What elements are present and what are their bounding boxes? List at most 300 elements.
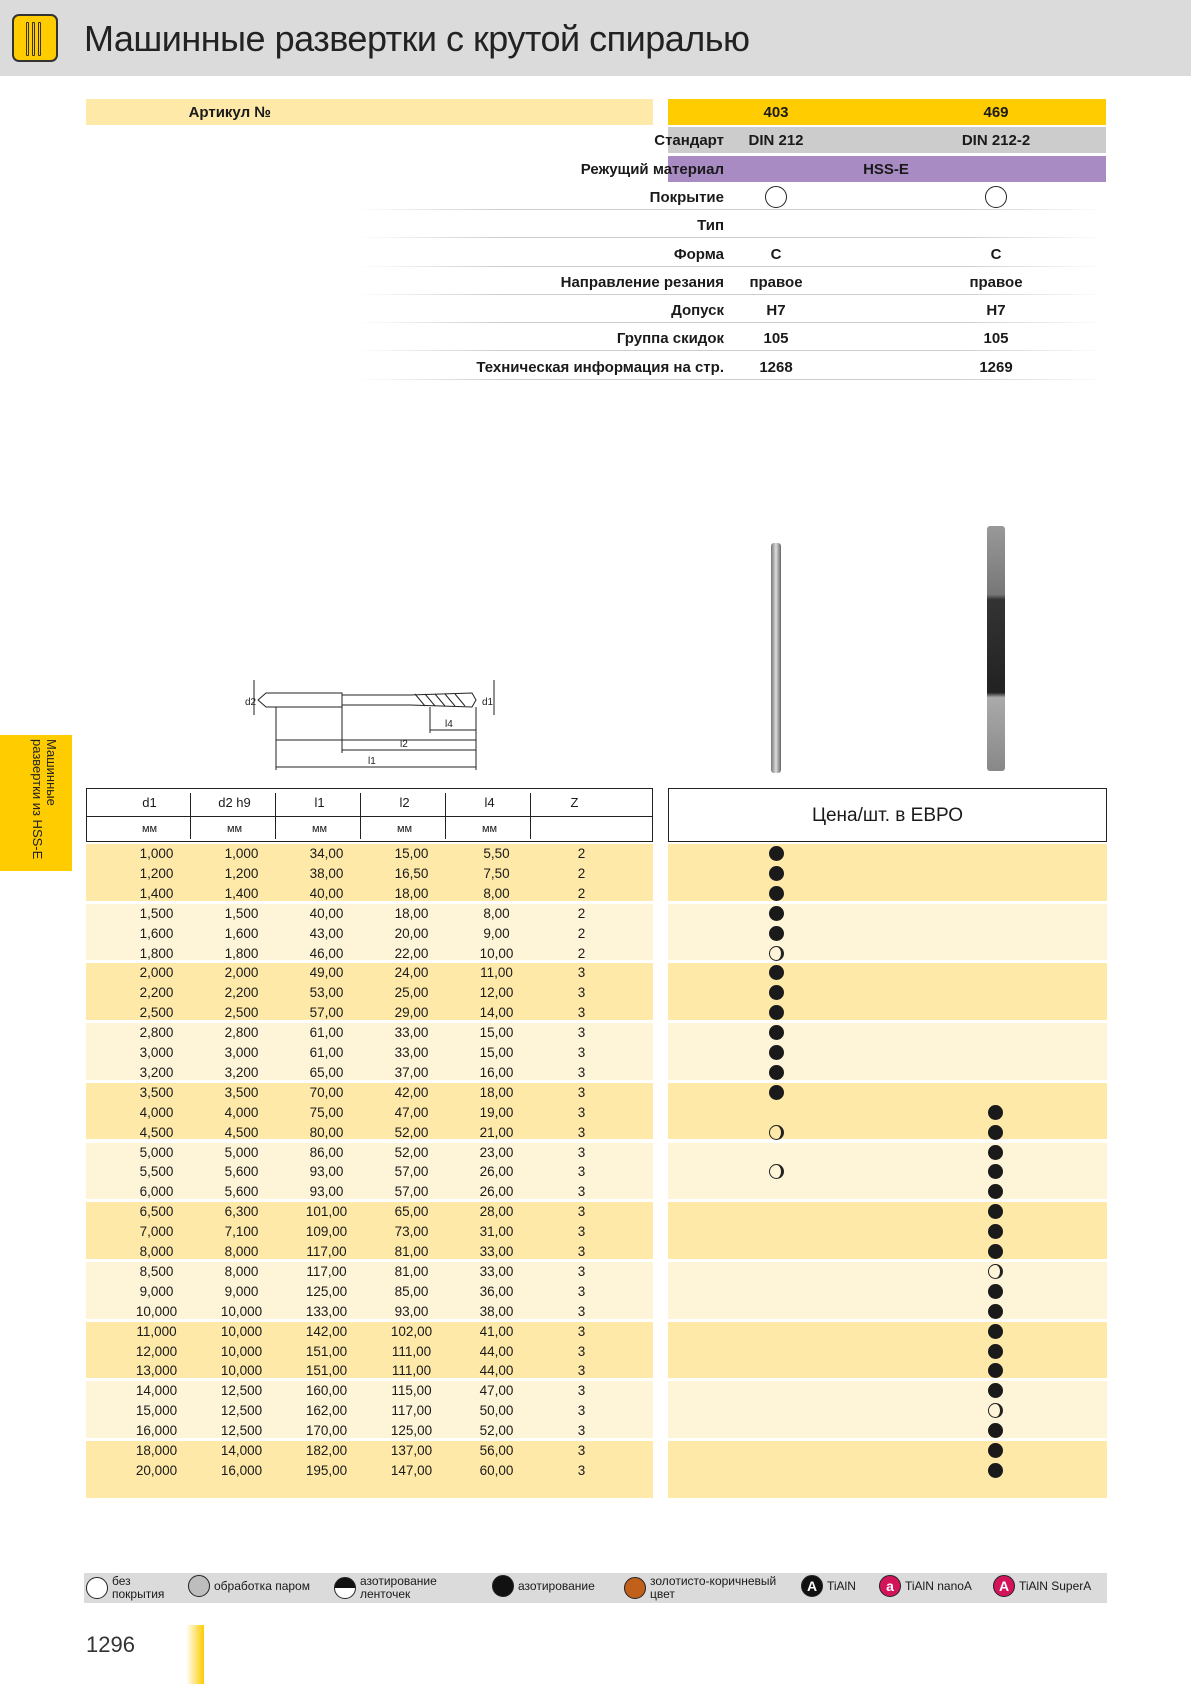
table-cell: 61,00 [309, 1045, 344, 1060]
in-stock-icon [988, 1244, 1003, 1259]
table-cell: 10,000 [220, 1343, 263, 1359]
table-cell: 23,00 [479, 1144, 514, 1160]
table-cell: 5,600 [224, 1164, 259, 1180]
table-row [86, 1401, 653, 1421]
divider [356, 237, 1106, 238]
table-row [86, 1361, 653, 1381]
spec-value-403: 1268 [759, 358, 793, 376]
table-cell: 111,00 [391, 1363, 432, 1379]
table-cell: 81,00 [394, 1263, 429, 1279]
table-cell: 1,800 [224, 945, 259, 961]
table-cell: 3 [577, 1104, 586, 1120]
table-row [86, 1381, 653, 1401]
table-cell: 16,000 [135, 1423, 178, 1439]
spec-value-403: 105 [763, 330, 789, 348]
table-header [86, 788, 653, 842]
table-cell: 37,00 [394, 1064, 429, 1080]
table-row [86, 1023, 653, 1043]
table-cell: 15,000 [135, 1403, 178, 1419]
table-cell: 3 [577, 1363, 586, 1379]
spec-label: Техническая информация на стр. [476, 358, 724, 376]
table-cell: 2 [577, 925, 586, 941]
table-cell: 4,000 [224, 1104, 259, 1120]
legend-item [879, 1575, 972, 1597]
table-cell: 3 [577, 1025, 586, 1041]
table-cell: 24,00 [394, 965, 429, 981]
table-cell: 3,500 [224, 1084, 259, 1100]
spec-row [86, 127, 1106, 153]
in-stock-icon [769, 1045, 784, 1060]
table-cell: 11,000 [136, 1323, 177, 1339]
table-cell: 137,00 [390, 1443, 433, 1458]
in-stock-icon [769, 1065, 784, 1080]
table-cell: 7,50 [483, 865, 510, 881]
table-cell: 93,00 [309, 1184, 344, 1200]
divider [356, 294, 1106, 295]
table-cell: 3 [577, 1124, 586, 1140]
table-cell: 47,00 [394, 1104, 429, 1120]
reamer-drawing [240, 675, 500, 775]
table-cell: 12,500 [220, 1383, 263, 1399]
table-cell: 7,000 [139, 1224, 174, 1240]
reamer-icon [12, 14, 58, 62]
table-cell: 10,000 [220, 1323, 263, 1339]
table-row [86, 1202, 653, 1222]
table-cell: 115,00 [391, 1383, 432, 1399]
available-soon-icon [988, 1264, 1003, 1279]
table-cell: 2,800 [224, 1025, 259, 1041]
table-cell: 2,000 [224, 965, 259, 981]
table-cell: 14,000 [220, 1443, 263, 1458]
spec-label: Направление резания [560, 273, 724, 291]
in-stock-icon [769, 1025, 784, 1040]
table-cell: 117,00 [306, 1244, 347, 1259]
table-cell: 25,00 [394, 985, 429, 1001]
table-cell: 4,000 [139, 1104, 174, 1120]
table-cell: 125,00 [305, 1283, 348, 1299]
table-cell: 3 [577, 1403, 586, 1419]
available-soon-icon [769, 946, 784, 961]
column-header: Z [570, 795, 579, 810]
column-header: l2 [399, 795, 410, 810]
table-cell: 60,00 [479, 1462, 514, 1478]
column-unit: мм [481, 823, 498, 835]
table-cell: 195,00 [305, 1462, 348, 1478]
table-row [86, 884, 653, 904]
table-row [86, 1242, 653, 1262]
table-cell: 42,00 [394, 1084, 429, 1100]
table-cell: 13,000 [135, 1363, 178, 1379]
divider [356, 266, 1106, 267]
table-cell: 26,00 [479, 1164, 514, 1180]
in-stock-icon [988, 1224, 1003, 1239]
table-cell: 6,000 [139, 1184, 174, 1200]
in-stock-icon [988, 1463, 1003, 1478]
table-row [86, 983, 653, 1003]
table-cell: 2,800 [139, 1025, 174, 1041]
table-cell: 3 [577, 1005, 586, 1021]
table-row [86, 904, 653, 924]
table-cell: 1,500 [139, 905, 174, 921]
table-cell: 15,00 [479, 1025, 514, 1041]
spec-row [86, 156, 1106, 182]
spec-value-469: H7 [986, 302, 1006, 320]
table-cell: 85,00 [394, 1283, 429, 1299]
table-cell: 57,00 [309, 1005, 344, 1021]
spec-label: Допуск [671, 302, 724, 320]
table-cell: 52,00 [394, 1144, 429, 1160]
table-cell: 102,00 [390, 1323, 433, 1339]
legend-label: азотирование [518, 1578, 595, 1593]
spec-row [86, 241, 1106, 267]
column-header: d2 h9 [218, 795, 251, 810]
table-cell: 1,000 [139, 846, 174, 861]
table-cell: 15,00 [479, 1045, 514, 1060]
side-tab[interactable] [0, 735, 72, 871]
table-cell: 40,00 [309, 885, 344, 901]
spec-value-469: DIN 212-2 [961, 132, 1031, 150]
table-cell: 2 [577, 885, 586, 901]
table-row [86, 1421, 653, 1441]
column-unit: мм [141, 823, 158, 835]
table-cell: 10,000 [135, 1303, 178, 1319]
table-row [86, 1123, 653, 1143]
table-cell: 57,00 [394, 1164, 429, 1180]
reamer-469-image [987, 526, 1005, 771]
table-cell: 2,500 [224, 1005, 259, 1021]
table-cell: 2 [577, 905, 586, 921]
legend-label: TiAlN [827, 1578, 856, 1593]
table-row [86, 963, 653, 983]
table-cell: 18,00 [394, 905, 429, 921]
table-cell: 3,500 [139, 1084, 174, 1100]
legend-label: TiAlN SuperA [1019, 1578, 1092, 1593]
table-cell: 3 [577, 1164, 586, 1180]
table-row [86, 1222, 653, 1242]
table-cell: 4,500 [139, 1124, 174, 1140]
table-cell: 16,50 [394, 865, 429, 881]
table-cell: 18,00 [394, 885, 429, 901]
spec-row [86, 99, 1009, 125]
spec-row [86, 212, 1106, 238]
table-cell: 3 [577, 1462, 586, 1478]
table-cell: 33,00 [394, 1025, 429, 1041]
in-stock-icon [988, 1284, 1003, 1299]
legend-item [86, 1575, 174, 1601]
table-cell: 93,00 [394, 1303, 429, 1319]
table-cell: 16,000 [220, 1462, 263, 1478]
table-cell: 182,00 [305, 1443, 348, 1458]
in-stock-icon [769, 1085, 784, 1100]
table-cell: 20,00 [394, 925, 429, 941]
table-cell: 52,00 [479, 1423, 514, 1439]
spec-label: Группа скидок [616, 330, 724, 348]
table-cell: 2 [577, 945, 586, 961]
table-cell: 5,500 [139, 1164, 174, 1180]
legend-label: TiAlN nanoA [905, 1578, 972, 1593]
table-cell: 12,500 [220, 1403, 263, 1419]
table-row [86, 1282, 653, 1302]
table-cell: 73,00 [394, 1224, 429, 1240]
table-cell: 53,00 [309, 985, 344, 1001]
table-cell: 1,400 [224, 885, 259, 901]
table-cell: 33,00 [479, 1244, 514, 1259]
in-stock-icon [988, 1443, 1003, 1458]
table-cell: 86,00 [309, 1144, 344, 1160]
legend-item [624, 1575, 790, 1601]
row-band [668, 963, 1107, 1020]
table-cell: 111,00 [391, 1343, 432, 1359]
d1-label: d1 [482, 697, 494, 708]
spec-value-403: DIN 212 [748, 132, 804, 150]
column-header: l4 [484, 795, 495, 810]
table-cell: 3 [577, 965, 586, 981]
table-cell: 57,00 [394, 1184, 429, 1200]
table-cell: 16,00 [479, 1064, 514, 1080]
table-cell: 151,00 [305, 1363, 348, 1379]
table-cell: 9,00 [483, 925, 510, 941]
table-cell: 125,00 [390, 1423, 433, 1439]
table-cell: 34,00 [309, 846, 344, 861]
side-tab-label: Машинные развертки из HSS-E [30, 739, 59, 860]
table-cell: 1,200 [224, 865, 259, 881]
column-header: d1 [142, 795, 157, 810]
table-cell: 151,00 [305, 1343, 348, 1359]
table-cell: 3 [577, 1244, 586, 1259]
coating-0-icon [86, 1577, 108, 1599]
l2-label: l2 [400, 739, 408, 750]
spec-value-469: правое [969, 273, 1023, 291]
table-cell: 3 [577, 985, 586, 1001]
table-cell: 5,600 [224, 1184, 259, 1200]
table-cell: 3,000 [139, 1045, 174, 1060]
table-cell: 46,00 [309, 945, 344, 961]
spec-row [86, 297, 1106, 323]
coating-1-icon [188, 1575, 210, 1597]
table-cell: 3 [577, 1423, 586, 1439]
table-row [86, 1003, 653, 1023]
table-cell: 65,00 [309, 1064, 344, 1080]
table-row [86, 1043, 653, 1063]
spec-value-403: 403 [763, 104, 789, 121]
legend-item [334, 1575, 470, 1601]
coating-4-icon [624, 1577, 646, 1599]
table-cell: 4,500 [224, 1124, 259, 1140]
table-cell: 12,500 [220, 1423, 263, 1439]
coating-7-icon: A [993, 1575, 1015, 1597]
table-row [86, 1182, 653, 1202]
spec-label: Тип [697, 217, 724, 235]
table-cell: 8,500 [139, 1263, 174, 1279]
table-cell: 28,00 [479, 1204, 514, 1220]
in-stock-icon [988, 1145, 1003, 1160]
table-cell: 38,00 [479, 1303, 514, 1319]
table-row [86, 1302, 653, 1322]
table-cell: 14,00 [479, 1005, 514, 1021]
table-cell: 142,00 [305, 1323, 348, 1339]
table-cell: 44,00 [479, 1363, 514, 1379]
legend-label: без покрытия [112, 1574, 165, 1601]
table-cell: 65,00 [394, 1204, 429, 1220]
table-cell: 170,00 [305, 1423, 348, 1439]
table-cell: 3,000 [224, 1045, 259, 1060]
table-cell: 8,000 [139, 1244, 174, 1259]
row-band [668, 844, 1107, 901]
table-row [86, 844, 653, 864]
table-row [86, 924, 653, 944]
table-cell: 93,00 [309, 1164, 344, 1180]
spec-value-469: 105 [983, 330, 1009, 348]
coating-5-icon: A [801, 1575, 823, 1597]
in-stock-icon [988, 1344, 1003, 1359]
table-cell: 1,400 [139, 885, 174, 901]
table-cell: 2,200 [139, 985, 174, 1001]
table-cell: 10,00 [479, 945, 514, 961]
column-unit: мм [396, 823, 413, 835]
header-divider [87, 816, 652, 817]
row-band [668, 1381, 1107, 1438]
uncoated-circle-icon [676, 189, 876, 212]
coating-legend [84, 1573, 1107, 1603]
in-stock-icon [988, 1105, 1003, 1120]
table-cell: 6,500 [139, 1204, 174, 1220]
table-cell: 21,00 [479, 1124, 514, 1140]
table-cell: 49,00 [309, 965, 344, 981]
table-cell: 15,00 [394, 846, 429, 861]
table-cell: 22,00 [394, 945, 429, 961]
table-cell: 3 [577, 1263, 586, 1279]
table-cell: 3 [577, 1224, 586, 1240]
table-cell: 6,300 [224, 1204, 259, 1220]
table-cell: 19,00 [479, 1104, 514, 1120]
table-row [86, 864, 653, 884]
table-cell: 26,00 [479, 1184, 514, 1200]
d2-label: d2 [245, 697, 257, 708]
l4-label: l4 [445, 719, 453, 730]
row-band [668, 1023, 1107, 1080]
table-cell: 2,000 [139, 965, 174, 981]
legend-label: золотисто-коричневый цвет [650, 1574, 777, 1601]
table-cell: 117,00 [391, 1403, 432, 1419]
in-stock-icon [988, 1324, 1003, 1339]
table-cell: 3,200 [139, 1064, 174, 1080]
table-cell: 20,000 [135, 1462, 178, 1478]
table-cell: 61,00 [309, 1025, 344, 1041]
table-cell: 3 [577, 1045, 586, 1060]
spec-value-merged: HSS-E [863, 160, 909, 178]
spec-value-469: 1269 [979, 358, 1013, 376]
in-stock-icon [988, 1125, 1003, 1140]
table-cell: 40,00 [309, 905, 344, 921]
table-cell: 3 [577, 1303, 586, 1319]
table-cell: 10,000 [220, 1303, 263, 1319]
table-cell: 3 [577, 1064, 586, 1080]
spec-row [86, 325, 1106, 351]
table-cell: 8,00 [483, 885, 510, 901]
column-unit: мм [226, 823, 243, 835]
table-cell: 44,00 [479, 1343, 514, 1359]
row-band [668, 1441, 1107, 1498]
table-cell: 7,100 [224, 1224, 259, 1240]
in-stock-icon [769, 906, 784, 921]
price-header: Цена/шт. в ЕВРО [668, 788, 1107, 842]
in-stock-icon [769, 926, 784, 941]
table-cell: 14,000 [135, 1383, 178, 1399]
reamer-403-image [771, 543, 781, 773]
table-row [86, 1461, 653, 1481]
page-header [0, 0, 1191, 76]
table-cell: 80,00 [309, 1124, 344, 1140]
table-cell: 2 [577, 865, 586, 881]
table-row [86, 944, 653, 964]
divider [356, 322, 1106, 323]
table-cell: 70,00 [309, 1084, 344, 1100]
available-soon-icon [769, 1125, 784, 1140]
divider [356, 350, 1106, 351]
row-band [668, 1322, 1107, 1379]
table-cell: 101,00 [305, 1204, 348, 1220]
table-cell: 3 [577, 1144, 586, 1160]
row-band [668, 1262, 1107, 1319]
table-row [86, 1441, 653, 1461]
spec-row [86, 269, 1106, 295]
table-cell: 31,00 [479, 1224, 514, 1240]
column-header: l1 [314, 795, 325, 810]
spec-label: Стандарт [654, 132, 724, 150]
uncoated-circle-icon [896, 189, 1096, 212]
row-band [668, 904, 1107, 961]
table-cell: 3 [577, 1443, 586, 1458]
table-cell: 3 [577, 1084, 586, 1100]
coating-2-icon [334, 1577, 356, 1599]
table-cell: 3 [577, 1343, 586, 1359]
table-row [86, 1143, 653, 1163]
table-row [86, 1063, 653, 1083]
table-cell: 5,50 [483, 846, 510, 861]
table-row [86, 1342, 653, 1362]
table-cell: 33,00 [394, 1045, 429, 1060]
legend-label: обработка паром [214, 1578, 310, 1593]
page-bar [186, 1625, 204, 1684]
column-unit: мм [311, 823, 328, 835]
in-stock-icon [769, 886, 784, 901]
table-cell: 8,000 [224, 1244, 259, 1259]
spec-value-403: H7 [766, 302, 786, 320]
table-row [86, 1162, 653, 1182]
table-cell: 3 [577, 1323, 586, 1339]
table-cell: 8,00 [483, 905, 510, 921]
legend-item [993, 1575, 1091, 1597]
table-cell: 36,00 [479, 1283, 514, 1299]
legend-item [801, 1575, 856, 1597]
table-cell: 3 [577, 1283, 586, 1299]
table-cell: 9,000 [224, 1283, 259, 1299]
table-cell: 5,000 [139, 1144, 174, 1160]
table-cell: 1,800 [139, 945, 174, 961]
table-cell: 41,00 [479, 1323, 514, 1339]
table-cell: 3,200 [224, 1064, 259, 1080]
in-stock-icon [988, 1304, 1003, 1319]
table-cell: 75,00 [309, 1104, 344, 1120]
spec-value-403: правое [749, 273, 803, 291]
in-stock-icon [988, 1423, 1003, 1438]
table-cell: 38,00 [309, 865, 344, 881]
table-cell: 2,200 [224, 985, 259, 1001]
coating-6-icon: a [879, 1575, 901, 1597]
table-cell: 8,000 [224, 1263, 259, 1279]
page-number: 1296 [86, 1632, 135, 1657]
divider [356, 379, 1106, 380]
